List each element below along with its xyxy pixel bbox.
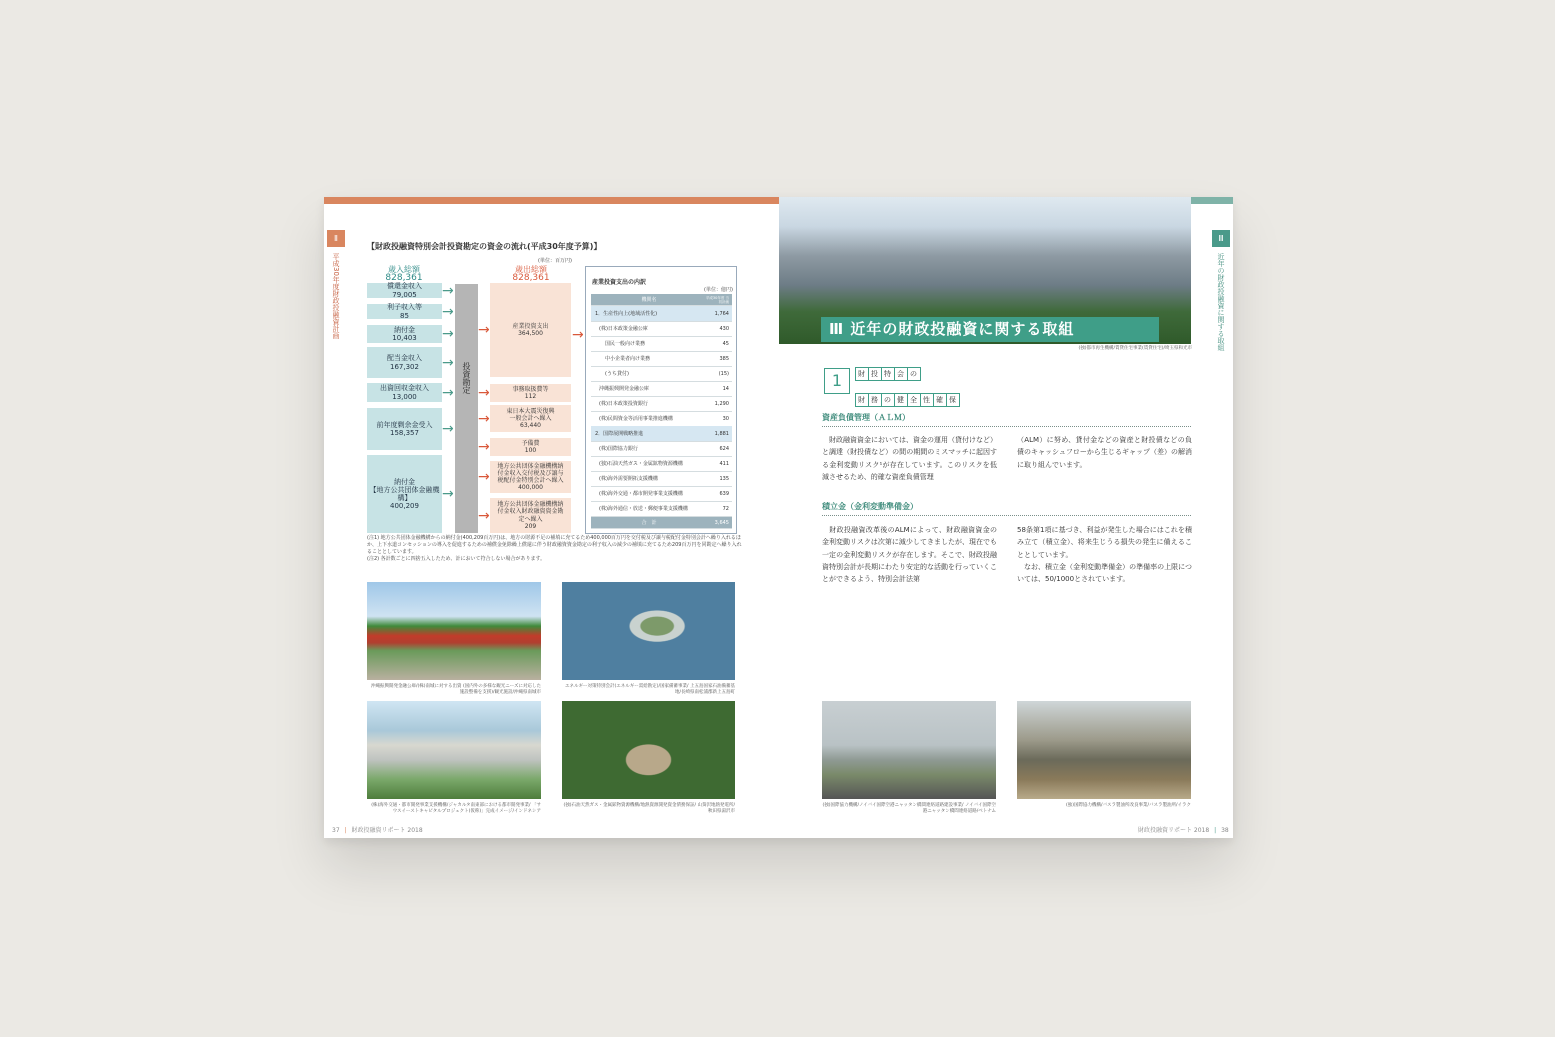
reserve-heading: 積立金（金利変動準備金） [822,502,918,511]
chapter-label: 近年の財政投融資に関する取組 [1217,253,1225,351]
table-row: (株)国際協力銀行 624 [591,441,732,457]
title-cell: 保 [946,393,960,407]
photo-refinery [1017,701,1191,799]
title-cell: 財 [855,367,869,381]
hero-title: Ⅲ 近年の財政投融資に関する取組 [821,317,1159,342]
table-row: (株)日本政策投資銀行 1,290 [591,396,732,412]
table-row: (株)日本政策金融公庫 430 [591,321,732,337]
expenditure-item: 産業投資支出 364,500 [490,283,571,377]
arrow-icon: → [478,410,490,427]
table-row: (株)民間資金等活用事業推進機構 30 [591,411,732,427]
arrow-icon: → [478,507,490,524]
top-accent-bar-right [1190,197,1233,204]
chapter-label: 平成30年度財政投融資計画 [332,253,340,339]
photo-caption: エネルギー対策特別会計(エネルギー需給勘定)/国家備蓄事業/ 上五島国家石油備蓄基地/長崎県南松浦郡新上五島町 [565,684,735,696]
photo-caption: (独)石油天然ガス・金属鉱物資源機構/地熱資源開発資金債務保証/ 山葵沢地熱発電所/秋田県湯沢市 [563,803,735,815]
title-cell: の [881,393,895,407]
table-title: 産業投資支出の内訳 [592,279,647,286]
footer-left: 37 | 財政投融資リポート 2018 [332,827,423,834]
photo-okinawa [367,582,541,680]
table-unit: (単位：億円) [704,287,733,293]
footer-right: 財政投融資リポート 2018 | 38 [1138,827,1229,834]
brochure-spread [324,197,1233,838]
photo-oil-reserve [562,582,735,680]
arrow-icon: → [442,354,454,371]
right-side-tab [1212,230,1232,460]
title-cell: 全 [907,393,921,407]
revenue-item: 利子収入等 85 [367,304,442,319]
notes: (注1) 地方公共団体金融機構からの納付金(400,209百万円)は、地方の財源不足の補填に充てるため400,000百万円を交付税及び譲与税配付金特別会計へ繰り入れるほか、上下水道コンセッションの導入を促進するための補償金免除繰上償還に伴う財政融資資金勘定の利子収入の減少の補填に充てるため209百万円を同勘定へ繰り入れることとしています。 (注2) 各計数ごとに四捨五入したため、計において符合しない場合があります。 [367,535,742,562]
title-cell: 投 [868,367,882,381]
divider [822,426,1191,427]
arrow-icon: → [478,322,490,338]
left-side-tab [327,230,347,460]
expenditure-header: 歳出総額 828,361 [512,265,550,283]
table-row: 沖縄振興開発金融公庫 14 [591,381,732,397]
flow-title: 【財政投融資特別会計投資勘定の資金の流れ(平成30年度予算)】 [367,242,602,251]
photo-caption: (独)国際協力機構/バスラ製油所改良事業/バスラ製油所/イラク [1065,803,1191,808]
hero-caption: (独)都市再生機構/賃貸住宅事業(賃貸住宅)/埼玉県和光市 [1078,346,1192,351]
photo-caption: 沖縄振興開発金融公庫/(株)南城に対する出資 (国内外の多様な観光ニーズに対応した施設整備を支援)/観光施設/沖縄県南城市 [371,684,541,696]
photo-caption: (株)海外交通・都市開発事業支援機構/ジャカルタ南東部における都市開発事業/ 「サウスイーストキャピタルプロジェクト(仮称)」完成イメージ/インドネシア [371,803,541,815]
arrow-to-table: → [572,327,584,343]
revenue-header: 歳入総額 828,361 [385,265,423,283]
arrow-icon: → [442,384,454,401]
investment-account-label: 投資勘定 [462,362,471,394]
title-cell: 務 [868,393,882,407]
chapter-number: Ⅲ [1212,230,1230,247]
arrow-icon: → [442,326,454,342]
title-cell: 性 [920,393,934,407]
arrow-icon: → [442,486,454,502]
alm-column-2: （ALM）に努め、貸付金などの資産と財投債などの負債のキャッシュフローから生じるギャップ（差）の解消に取り組んでいます。 [1017,436,1192,469]
revenue-item: 納付金 【地方公共団体金融機構】 400,209 [367,455,442,533]
revenue-item: 出資回収金収入 13,000 [367,383,442,402]
alm-heading: 資産負債管理（ＡＬＭ） [822,413,910,422]
table-header: 機関名 平成30年度 当初計画 [591,294,732,306]
photo-caption: (独)国際協力機構/ノイバイ国際空港ニャッタン橋間連絡道路建設事業/ ノイバイ国際空港ニャッタン橋間連絡道路/ベトナム [822,803,996,815]
investment-account-bar [455,284,478,533]
photo-jakarta [367,701,541,799]
unit-label: (単位：百万円) [538,258,572,264]
table-row: (独)石油天然ガス・金属鉱物資源機構 411 [591,456,732,472]
expenditure-item: 地方公共団体金融機構納 付金収入交付税及び譲与 税配付金特別会計へ繰入 400,000 [490,461,571,493]
title-cell: 健 [894,393,908,407]
table-row: (株)海外交通・都市開発事業支援機構 639 [591,486,732,502]
table-row: (株)海外通信・放送・郵便事業支援機構 72 [591,501,732,517]
table-row: (株)海外需要開拓支援機構 135 [591,471,732,487]
arrow-icon: → [442,303,454,320]
title-cell: の [907,367,921,381]
arrow-icon: → [442,421,454,437]
chapter-number: Ⅱ [327,230,345,247]
divider [822,515,1191,516]
expenditure-item: 事務取扱費等 112 [490,384,571,402]
arrow-icon: → [478,385,490,401]
revenue-item: 償還金収入 79,005 [367,283,442,298]
expenditure-item: 東日本大震災復興 一般会計へ繰入 63,440 [490,405,571,432]
expenditure-item: 地方公共団体金融機構納 付金収入財政融資資金勘 定へ繰入 209 [490,498,571,533]
alm-column-1: 財政融資資金においては、資金の運用（貸付けなど）と調達（財投債など）の間の期間のミスマッチに起因する金利変動リスク¹が存在しています。このリスクを低減させるため、的確な資産負債管理 [822,436,997,481]
revenue-item: 納付金 10,403 [367,325,442,343]
table-row: 2．国際展開戦略推進 1,881 [591,426,732,442]
arrow-icon: → [478,439,490,455]
table-total-row: 合 計 3,645 [591,517,732,529]
table-row: 1．生産性向上(地域活性化) 1,764 [591,306,732,322]
arrow-icon: → [442,282,454,299]
title-cell: 財 [855,393,869,407]
section-number: 1 [824,368,850,394]
title-cell: 確 [933,393,947,407]
top-accent-bar-left [324,197,779,204]
title-cell: 特 [881,367,895,381]
revenue-item: 前年度剰余金受入 158,357 [367,408,442,450]
table-row: 中小企業者向け業務 385 [591,351,732,367]
arrow-icon: → [478,469,490,485]
photo-geothermal [562,701,735,799]
title-cell: 会 [894,367,908,381]
revenue-item: 配当金収入 167,302 [367,347,442,378]
table-row: 国民一般向け業務 45 [591,336,732,352]
photo-bridge [822,701,996,799]
industrial-investment-table [585,266,737,534]
expenditure-item: 予備費 100 [490,438,571,456]
reserve-column-2: 58条第1項に基づき、利益が発生した場合にはこれを積み立て（積立金）、将来生じうる損失の発生に備えることとしています。 なお、積立金（金利変動準備金）の準備率の上限については、50/1000とされています。 [1017,526,1192,584]
reserve-column-1: 財政投融資改革後のALMによって、財政融資資金の金利変動リスクは次第に減少してきましたが、現在でも一定の金利変動リスクが存在します。そこで、財政投融資特別会計が長期にわたり安定的な活動を行っていくことができるよう、特別会計法第 [822,526,997,584]
table-row: (うち貸付) (15) [591,366,732,382]
